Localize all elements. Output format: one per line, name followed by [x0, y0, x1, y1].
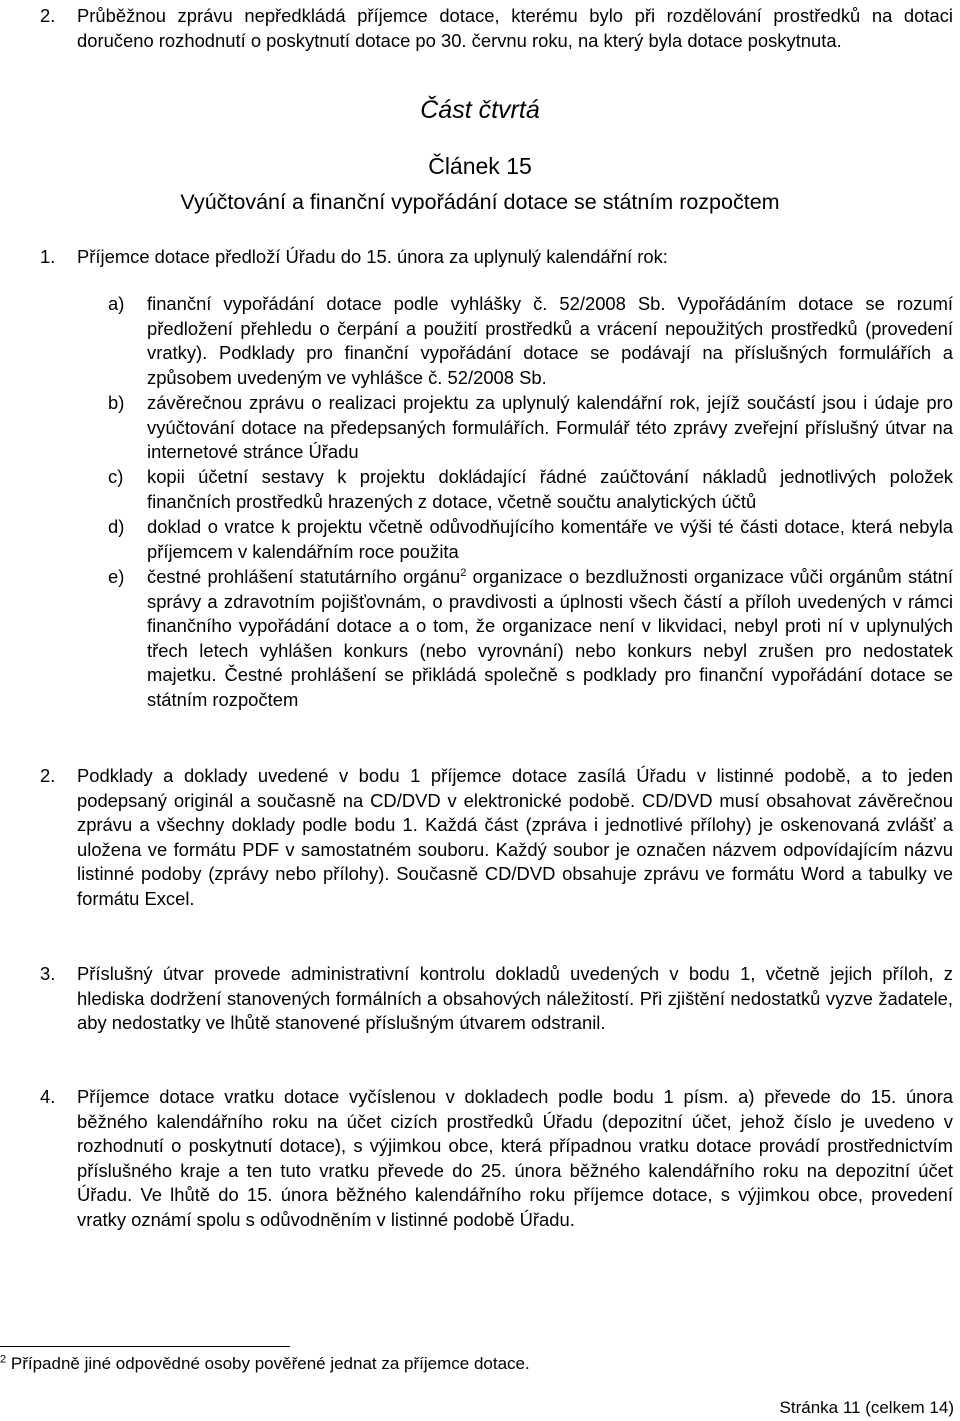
item-c-label: c): [108, 466, 124, 487]
section4-text: Příjemce dotace vratku dotace vyčíslenou v dokladech podle bodu 1 písm. a) převede do 15. února běžného kalendářního roku na účet cizích prostředků Úřadu (depozitní účet, jehož číslo je uvedeno v rozhodnutí o poskytnutí dotace), s výjimkou obce, která případnou vratku dotace provádí prostřednictvím příslušného kraje a ten tuto vratku převede do 25. února běžného kalendářního roku na depozitní účet Úřadu. Ve lhůtě do 15. února běžného kalendářního roku příjemce dotace, s výjimkou obce, provedení vratky oznámí spolu s odůvodněním v listinné podobě Úřadu.: [77, 1086, 953, 1230]
section3-number: 3.: [40, 963, 56, 984]
footnote-mark: 2: [0, 1353, 7, 1366]
intro-paragraph: Průběžnou zprávu nepředkládá příjemce dotace, kterému bylo při rozdělování prostředků na dotaci doručeno rozhodnutí o poskytnutí dotace po 30. červnu roku, na který byla dotace poskytnuta.: [77, 5, 953, 51]
item-b-text: závěrečnou zprávu o realizaci projektu za uplynulý kalendářní rok, jejíž součástí jsou i údaje pro vyúčtování dotace na předepsaných formulářích. Formulář této zprávy zveřejní příslušný útvar na internetové stránce Úřadu: [147, 392, 953, 463]
item-e-text-before: čestné prohlášení statutárního orgánu: [147, 566, 461, 587]
section3-text: Příslušný útvar provede administrativní kontrolu dokladů uvedených v bodu 1, včetně jejich příloh, z hlediska dodržení stanovených formálních a obsahových náležitostí. Při zjištění nedostatků vyzve žadatele, aby nedostatky ve lhůtě stanovené příslušným útvarem odstranil.: [77, 963, 953, 1034]
item-b-label: b): [108, 392, 125, 413]
item-d-label: d): [108, 516, 125, 537]
item-e-text-after: organizace o bezdlužnosti organizace vůči orgánům státní správy a zdravotním pojišťovnám, o pravdivosti a úplnosti všech částí a příloh uvedených v rámci finančního vypořádání dotace a o tom, že organizace není v likvidaci, nebyl proti ní v uplynulých třech letech vyhlášen konkurs (nebo vyrovnání) nebo konkurs nebyl zrušen pro nedostatek majetku. Čestné prohlášení se přikládá společně s podklady pro finanční vypořádání dotace se státním rozpočtem: [147, 566, 953, 710]
item-e-label: e): [108, 566, 125, 587]
article-title: Vyúčtování a finanční vypořádání dotace se státním rozpočtem: [180, 190, 780, 214]
footnote-text: Případně jiné odpovědné osoby pověřené jednat za příjemce dotace.: [10, 1354, 530, 1373]
section1-text: Příjemce dotace předloží Úřadu do 15. února za uplynulý kalendářní rok:: [77, 246, 668, 267]
item-a-text: finanční vypořádání dotace podle vyhlášky č. 52/2008 Sb. Vypořádáním dotace se rozumí předložení přehledu o čerpání a použití prostředků a vrácení nepoužitých prostředků (provedení vratky). Podklady pro finanční vypořádání dotace se podávají na příslušných formulářích a způsobem uvedeným ve vyhlášce č. 52/2008 Sb.: [147, 293, 953, 388]
item-c-text: kopii účetní sestavy k projektu dokládající řádné zaúčtování nákladů jednotlivých položek finančních prostředků hrazených z dotace, včetně součtu analytických účtů: [147, 466, 953, 512]
section1-number: 1.: [40, 246, 56, 267]
section4-number: 4.: [40, 1086, 56, 1107]
section2-text: Podklady a doklady uvedené v bodu 1 příjemce dotace zasílá Úřadu v listinné podobě, a to jeden podepsaný originál a současně na CD/DVD v elektronické podobě. CD/DVD musí obsahovat závěrečnou zprávu a všechny doklady podle bodu 1. Každá část (zpráva i jednotlivé přílohy) je oskenovaná zvlášť a uložena ve formátu PDF v samostatném souboru. Každý soubor je označen názvem odpovídajícím názvu listinné podoby (zprávy nebo přílohy). Současně CD/DVD obsahuje zprávu ve formátu Word a tabulky ve formátu Excel.: [77, 765, 953, 909]
article-heading: Článek 15: [428, 153, 532, 179]
footnote-reference: 2: [460, 566, 467, 579]
item-a-label: a): [108, 293, 125, 314]
page-number: Stránka 11 (celkem 14): [779, 1398, 954, 1417]
part-heading: Část čtvrtá: [420, 96, 540, 124]
footnote-separator: [0, 1346, 290, 1347]
section2-number: 2.: [40, 765, 56, 786]
item-d-text: doklad o vratce k projektu včetně odůvodňujícího komentáře ve výši té části dotace, která nebyla příjemcem v kalendářním roce použita: [147, 516, 953, 562]
item-e-text: [147, 565, 953, 713]
footnote: [0, 1353, 530, 1375]
intro-number: 2.: [40, 5, 56, 26]
